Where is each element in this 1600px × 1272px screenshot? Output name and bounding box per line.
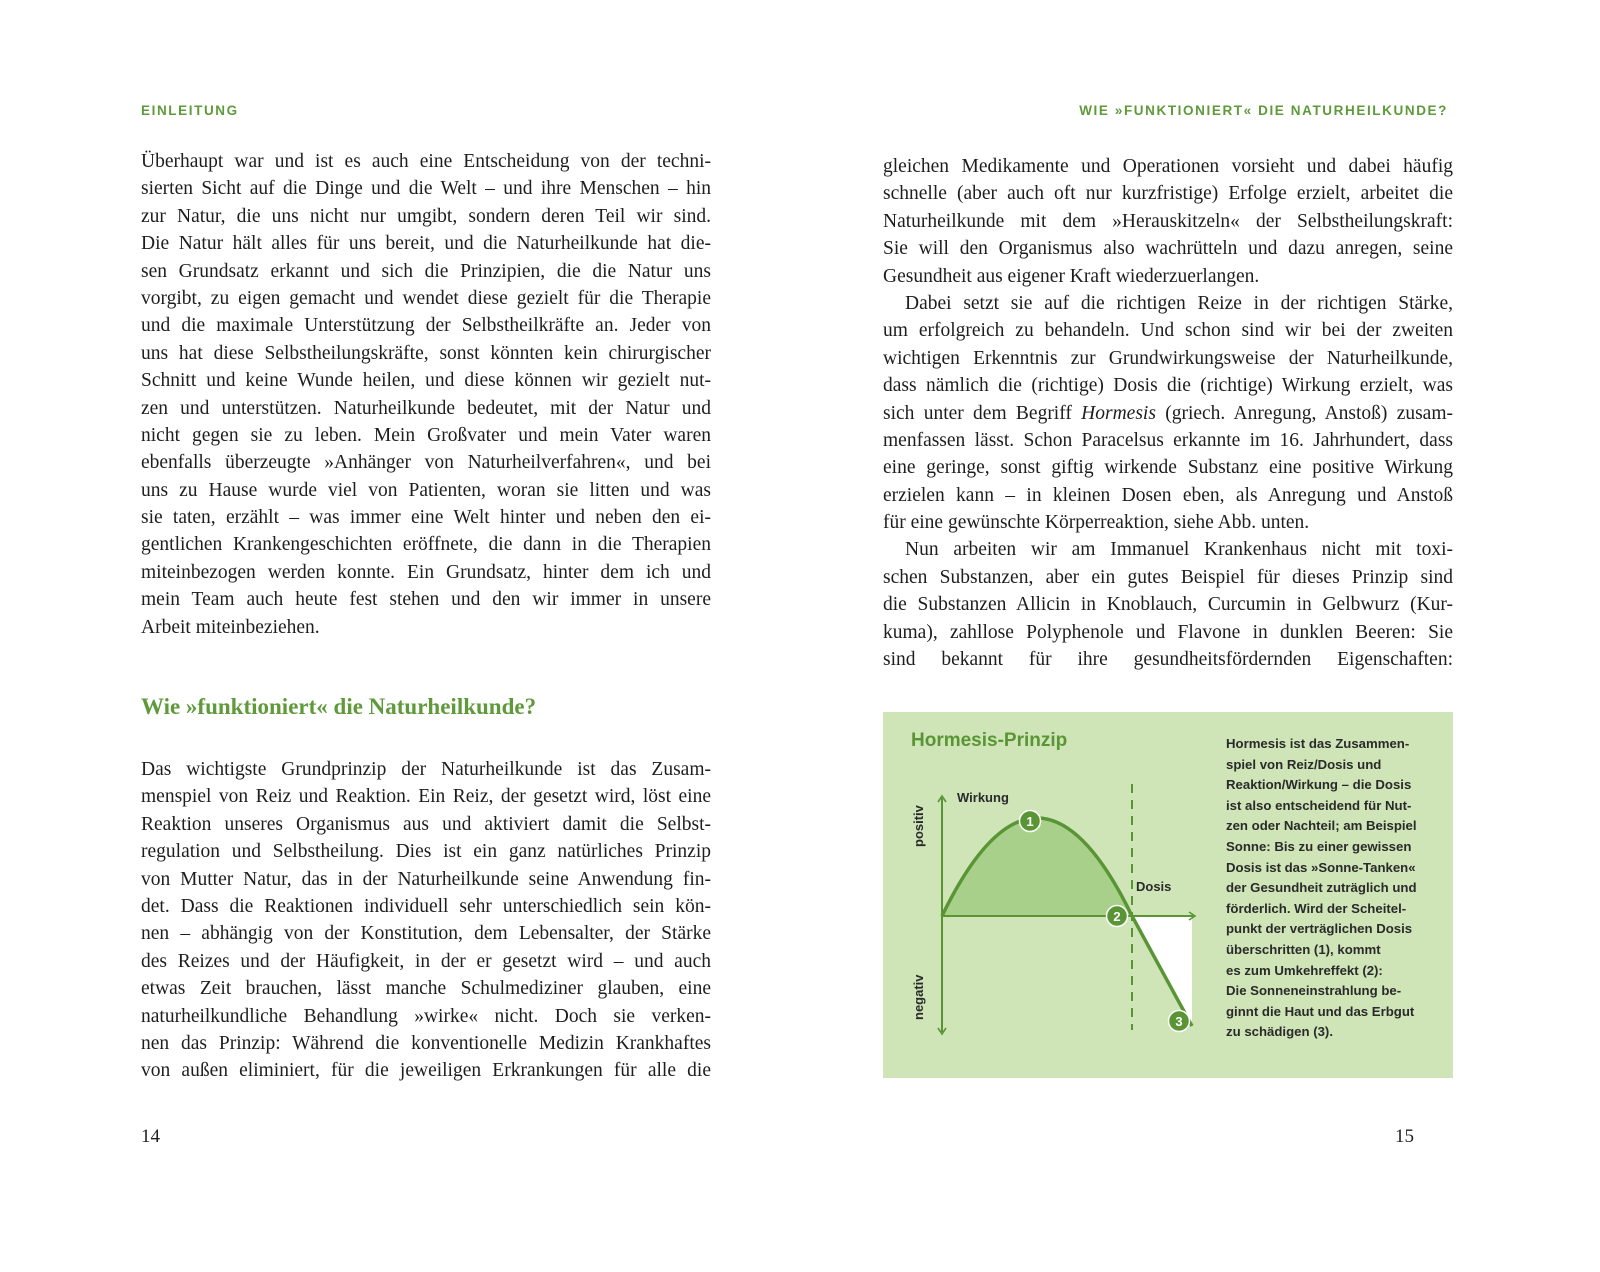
- figure-title: Hormesis-Prinzip: [911, 730, 1068, 751]
- paragraph-intro: [141, 148, 711, 641]
- section-heading: Wie »funktioniert« die Naturheilkunde?: [141, 694, 537, 719]
- hormesis-chart: [883, 712, 1223, 1078]
- running-head-left: EINLEITUNG: [141, 103, 239, 118]
- text-line: Sie will den Organismus also wachrütteln und dazu anregen, seine: [883, 238, 1453, 260]
- text-line: uns hat diese Selbstheilungskräfte, sonst könnten kein chirurgischer: [141, 342, 711, 364]
- caption-line: zu schädigen (3).: [1226, 1024, 1333, 1040]
- text-line: menfassen lässt. Schon Paracelsus erkannte im 16. Jahrhundert, dass: [883, 429, 1453, 451]
- text-line: naturheilkundliche Behandlung »wirke« nicht. Doch sie verken-: [141, 1005, 711, 1027]
- text-line: Schnitt und keine Wunde heilen, und diese können wir gezielt nut-: [141, 370, 711, 392]
- page-number-right: 15: [1395, 1126, 1414, 1147]
- marker-label-1: 1: [1026, 814, 1034, 829]
- text-line: für eine gewünschte Körperreaktion, siehe Abb. unten.: [883, 512, 1310, 534]
- right-page: [800, 0, 1600, 1272]
- caption-line: überschritten (1), kommt: [1226, 941, 1381, 957]
- text-line: vorgibt, zu eigen gemacht und wendet diese gezielt für die Therapie: [141, 287, 711, 309]
- text-line: des Reizes und der Häufigkeit, in der er gesetzt wird – und auch: [141, 950, 711, 972]
- text-line: regulation und Selbstheilung. Dies ist ein ganz natürliches Prinzip: [141, 841, 711, 863]
- label-dosis: Dosis: [1136, 879, 1172, 894]
- paragraph-continued: [883, 153, 1453, 673]
- caption-line: punkt der verträglichen Dosis: [1226, 921, 1413, 937]
- text-line: uns zu Hause wurde viel von Patienten, woran sie litten und was: [141, 479, 711, 501]
- text-line: Gesundheit aus eigener Kraft wiederzuerlangen.: [883, 265, 1260, 287]
- text-line: Naturheilkunde mit dem »Herauskitzeln« der Selbstheilungskraft:: [883, 210, 1453, 232]
- text-line: mein Team auch heute fest stehen und den wir immer in unsere: [141, 589, 711, 611]
- text-line: schnelle (aber auch oft nur kurzfristige) Erfolge erzielt, arbeitet die: [883, 183, 1453, 205]
- paragraph-principle: [141, 756, 711, 1085]
- text-line: sie taten, erzählt – was immer eine Welt hinter und neben den ei-: [141, 507, 711, 529]
- caption-line: ginnt die Haut und das Erbgut: [1226, 1003, 1415, 1019]
- caption-line: Sonne: Bis zu einer gewissen: [1226, 838, 1412, 854]
- text-line: die Substanzen Allicin in Knoblauch, Curcumin in Gelbwurz (Kur-: [883, 594, 1453, 616]
- caption-line: Hormesis ist das Zusammen-: [1226, 736, 1410, 751]
- marker-label-3: 3: [1175, 1014, 1183, 1029]
- text-line: erzielen kann – in kleinen Dosen eben, als Anregung und Anstoß: [883, 484, 1453, 506]
- marker-label-2: 2: [1113, 909, 1121, 924]
- caption-line: der Gesundheit zuträglich und: [1226, 880, 1417, 896]
- text-line: zur Natur, die uns nicht nur umgibt, sondern deren Teil wir sind.: [141, 205, 711, 227]
- caption-line: förderlich. Wird der Scheitel-: [1226, 900, 1407, 916]
- text-line: Reaktion unseres Organismus aus und aktiviert damit die Selbst-: [141, 813, 711, 835]
- label-negativ: negativ: [911, 974, 926, 1020]
- text-line: von außen eliminiert, für die jeweiligen Erkrankungen für alle die: [141, 1060, 711, 1082]
- text-line: und die maximale Unterstützung der Selbstheilkräfte an. Jeder von: [141, 315, 711, 337]
- text-line: Die Natur hält alles für uns bereit, und die Naturheilkunde hat die-: [141, 233, 711, 255]
- text-line: nen das Prinzip: Während die konventionelle Medizin Krankhaftes: [141, 1032, 711, 1054]
- hormesis-term: Hormesis: [1081, 402, 1156, 424]
- text-line: ebenfalls überzeugte »Anhänger von Naturheilverfahren«, und bei: [141, 452, 711, 474]
- hormesis-line: [883, 400, 1453, 427]
- text-line: Arbeit miteinbeziehen.: [141, 616, 320, 638]
- text-line: nicht gegen sie zu leben. Mein Großvater und mein Vater waren: [141, 424, 711, 446]
- text-line: nen – abhängig von der Konstitution, dem Lebensalter, der Stärke: [141, 923, 711, 945]
- text-line: etwas Zeit brauchen, lässt manche Schulmediziner glauben, eine: [141, 978, 711, 1000]
- caption-line: Reaktion/Wirkung – die Dosis: [1226, 777, 1412, 793]
- text-line: Überhaupt war und ist es auch eine Entscheidung von der techni-: [141, 151, 711, 172]
- caption-line: spiel von Reiz/Dosis und: [1226, 756, 1382, 772]
- text-line: gentlichen Krankengeschichten eröffnete, die dann in die Therapien: [141, 534, 711, 556]
- text-line: Dabei setzt sie auf die richtigen Reize in der richtigen Stärke,: [905, 292, 1453, 314]
- text-line: kuma), zahllose Polyphenole und Flavone in dunklen Beeren: Sie: [883, 621, 1453, 643]
- text-line: wichtigen Erkenntnis zur Grundwirkungsweise der Naturheilkunde,: [883, 347, 1453, 369]
- caption-line: Die Sonneneinstrahlung be-: [1226, 983, 1402, 999]
- text-line: um erfolgreich zu behandeln. Und schon sind wir bei der zweiten: [883, 320, 1453, 342]
- text-line: eine geringe, sonst giftig wirkende Substanz eine positive Wirkung: [883, 457, 1453, 479]
- text-line: sind bekannt für ihre gesundheitsfördernden Eigenschaften:: [883, 649, 1453, 671]
- text-fragment: (griech. Anregung, Anstoß) zusam-: [1155, 402, 1453, 424]
- caption-line: ist also entscheidend für Nut-: [1226, 797, 1412, 813]
- text-line: miteinbezogen werden konnte. Ein Grundsatz, hinter dem ich und: [141, 561, 711, 583]
- text-line: zen und unterstützen. Naturheilkunde bedeutet, mit der Natur und: [141, 397, 711, 419]
- text-line: gleichen Medikamente und Operationen vorsieht und dabei häufig: [883, 156, 1453, 177]
- text-line: Das wichtigste Grundprinzip der Naturheilkunde ist das Zusam-: [141, 759, 711, 780]
- text-line: sen Grundsatz erkannt und sich die Prinzipien, die die Natur uns: [141, 260, 711, 282]
- caption-line: Dosis ist das »Sonne-Tanken«: [1226, 859, 1416, 875]
- label-positiv: positiv: [911, 805, 926, 847]
- text-line: sierten Sicht auf die Dinge und die Welt – und ihre Menschen – hin: [141, 178, 711, 200]
- text-line: menspiel von Reiz und Reaktion. Ein Reiz, der gesetzt wird, löst eine: [141, 786, 711, 808]
- text-line: det. Dass die Reaktionen individuell sehr unterschiedlich sein kön-: [141, 895, 711, 917]
- label-wirkung: Wirkung: [957, 790, 1009, 805]
- figure-caption: [1226, 734, 1436, 1043]
- text-line: dass nämlich die (richtige) Dosis die (richtige) Wirkung erzielt, was: [883, 375, 1453, 397]
- running-head-right: WIE »FUNKTIONIERT« DIE NATURHEILKUNDE?: [1079, 103, 1448, 118]
- caption-line: zen oder Nachteil; am Beispiel: [1226, 818, 1417, 834]
- text-line: von Mutter Natur, das in der Naturheilkunde seine Anwendung fin-: [141, 868, 711, 890]
- text-line: schen Substanzen, aber ein gutes Beispiel für dieses Prinzip sind: [883, 566, 1453, 588]
- text-line: Nun arbeiten wir am Immanuel Krankenhaus nicht mit toxi-: [905, 539, 1453, 561]
- caption-line: es zum Umkehreffekt (2):: [1226, 962, 1383, 978]
- hormesis-figure: [883, 712, 1453, 1078]
- text-fragment: sich unter dem Begriff: [883, 402, 1082, 424]
- page-number-left: 14: [141, 1126, 160, 1147]
